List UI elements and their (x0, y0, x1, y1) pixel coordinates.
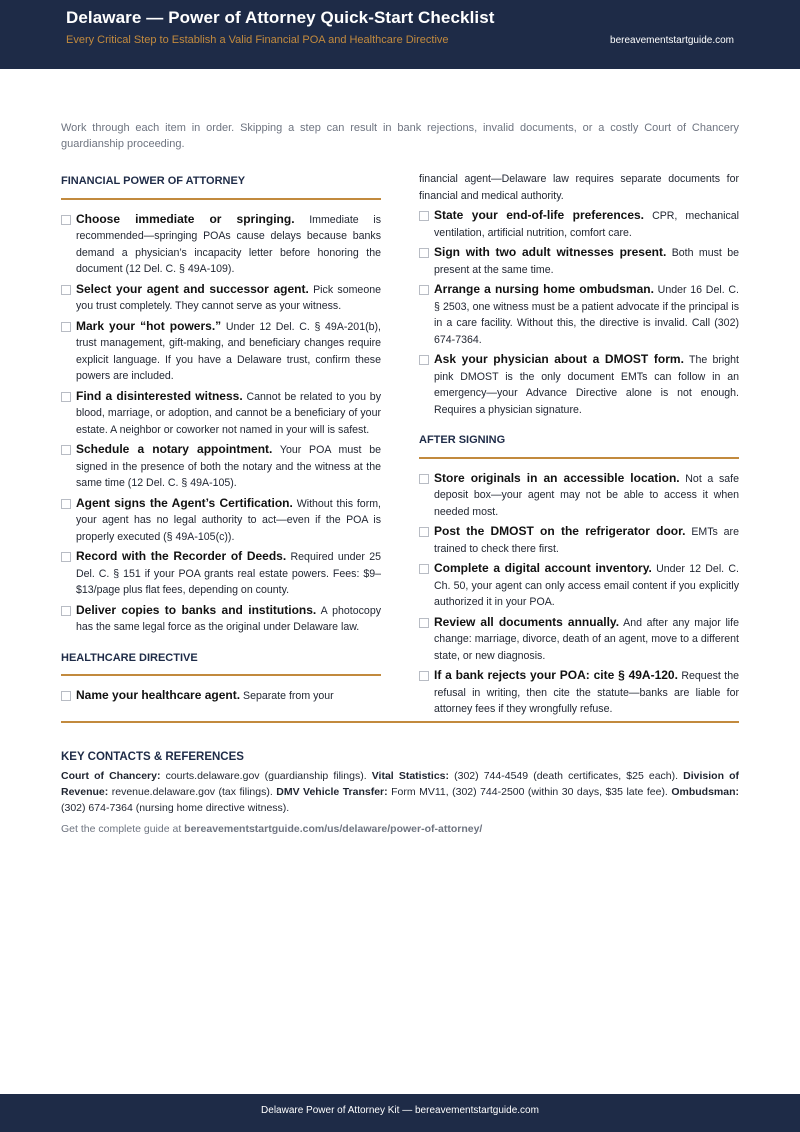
contact-label: Division of Revenue: (61, 770, 740, 798)
item-title: Deliver copies to banks and institutions. (76, 602, 317, 617)
item-title: Review all documents annually. (434, 614, 620, 629)
checkbox[interactable] (419, 671, 429, 681)
healthcare-section-heading: HEALTHCARE DIRECTIVE (61, 650, 381, 677)
healthcare-checklist (419, 207, 739, 418)
checkbox[interactable] (419, 355, 429, 365)
checkbox[interactable] (61, 552, 71, 562)
item-text: Under 16 Del. C. § 2503, one witness must be a patient advocate if the principal is in a care facility. Without this, the directive is invalid. Call (302) 674-7364. (434, 284, 739, 346)
item-text: A photocopy has the same legal force as the original under Delaware law. (76, 604, 382, 633)
checkbox[interactable] (419, 211, 429, 221)
item-text: Separate from your (243, 690, 334, 702)
after-checklist (419, 470, 739, 718)
checkbox[interactable] (419, 248, 429, 258)
item-title: Arrange a nursing home ombudsman. (434, 282, 654, 296)
contact-value: (302) 744-4549 (death certificates, $25 each). (454, 770, 679, 782)
item-text: Under 12 Del. C. Ch. 50, your agent can only access email content if you explicitly authorized it in your POA. (434, 563, 739, 608)
checkbox[interactable] (419, 527, 429, 537)
item-continued-text: financial agent—Delaware law requires separate documents for financial and medical authority. (419, 173, 739, 202)
checkbox[interactable] (61, 606, 71, 616)
checklist-item (419, 207, 739, 241)
item-text: Not a safe deposit box—your agent may not be able to access it when needed most. (434, 472, 739, 518)
checklist-item (419, 351, 739, 418)
item-title: Agent signs the Agent’s Certification. (76, 495, 293, 510)
checklist-item (419, 470, 739, 521)
checklist-item (419, 523, 739, 557)
header-site-link[interactable]: bereavementstartguide.com (610, 35, 734, 46)
item-title: Ask your physician about a DMOST form. (434, 352, 684, 366)
checkbox[interactable] (61, 499, 71, 509)
intro-text: Work through each item in order. Skipping a step can result in bank rejections, invalid documents, or a costly Court of Chancery guardianship proceeding. (61, 122, 739, 150)
guide-prefix: Get the complete guide at (61, 823, 185, 835)
contact-label: Court of Chancery: (61, 770, 161, 782)
checklist-item (61, 281, 381, 315)
checklist-item (61, 441, 381, 492)
item-title: State your end-of-life preferences. (434, 208, 645, 222)
contacts-section (61, 749, 739, 837)
after-section-heading: AFTER SIGNING (419, 432, 739, 459)
contact-value: revenue.delaware.gov (tax filings). (111, 786, 273, 798)
item-title: Post the DMOST on the refrigerator door. (434, 524, 686, 538)
checklist-item (61, 495, 381, 546)
checklist-item (419, 667, 739, 718)
header-banner (0, 0, 800, 69)
contacts-list (61, 768, 739, 816)
footer-bar: Delaware Power of Attorney Kit — bereavementstartguide.com (0, 1094, 800, 1132)
item-text: Without this form, your agent has no legal authority to act—even if the POA is properly executed (§ 49A-105(c)). (76, 497, 381, 543)
checklist-item (61, 318, 381, 385)
checklist-item (419, 560, 739, 611)
checklist-item (61, 602, 381, 636)
checkbox[interactable] (419, 618, 429, 628)
left-column (61, 171, 381, 708)
contact-value: Form MV11, (302) 744-2500 (within 30 days, $35 late fee). (391, 786, 668, 798)
item-text: EMTs are trained to check there first. (434, 526, 739, 555)
page-title: Delaware — Power of Attorney Quick-Start Checklist (66, 8, 495, 27)
item-title: If a bank rejects your POA: cite § 49A-120. (434, 668, 678, 682)
item-text: The bright pink DMOST is the only document EMTs can follow in an emergency—your Advance Directive alone is not enough. Requires a physician signature. (434, 354, 739, 416)
item-text: Your POA must be signed in the presence of both the notary and the witness at the same time (12 Del. C. § 49A-105). (76, 444, 381, 489)
checkbox[interactable] (61, 445, 71, 455)
checkbox[interactable] (419, 285, 429, 295)
item-text: Request the refusal in writing, then cite the statute—banks are liable for attorney fees if they wrongfully refuse. (434, 670, 739, 715)
item-text: Pick someone you trust completely. They cannot serve as your witness. (76, 283, 381, 312)
checkbox[interactable] (61, 392, 71, 402)
contact-label: Ombudsman: (671, 786, 739, 798)
checklist-item (61, 548, 381, 599)
item-title: Find a disinterested witness. (76, 388, 243, 403)
checklist-item (61, 211, 381, 278)
item-title: Mark your “hot powers.” (76, 318, 222, 333)
item-text: And after any major life change: marriage, divorce, death of an agent, move to a different state, or new diagnosis. (434, 616, 739, 662)
item-title: Sign with two adult witnesses present. (434, 245, 667, 259)
checkbox[interactable] (61, 691, 71, 701)
item-title: Select your agent and successor agent. (76, 281, 309, 296)
item-text: Required under 25 Del. C. § 151 if your POA grants real estate powers. Fees: $9–$13/page plus flat fees, depending on county. (76, 551, 381, 596)
checklist-item (419, 281, 739, 348)
contacts-heading: KEY CONTACTS & REFERENCES (61, 751, 244, 763)
guide-line (61, 821, 739, 837)
item-text: Immediate is recommended—springing POAs cause delays because banks demand a physician’s incapacity letter before honoring the document (12 Del. C. § 49A-109). (76, 213, 381, 275)
item-text: Cannot be related to you by blood, marriage, or adoption, and cannot be a beneficiary of your estate. A neighbor or coworker not named in your will is safest. (76, 390, 381, 436)
checkbox[interactable] (419, 474, 429, 484)
item-text: CPR, mechanical ventilation, artificial nutrition, comfort care. (434, 210, 739, 239)
section-divider (61, 721, 739, 723)
checklist-item (61, 388, 381, 439)
item-title: Record with the Recorder of Deeds. (76, 549, 287, 563)
checklist-item (419, 244, 739, 278)
contact-value: (302) 674-7364 (nursing home directive witness). (61, 802, 290, 814)
checkbox[interactable] (61, 285, 71, 295)
item-title: Store originals in an accessible location. (434, 470, 680, 485)
item-text: Under 12 Del. C. § 49A-201(b), trust management, gift-making, and beneficiary changes require explicit language. If you have a Delaware trust, confirm these powers are included. (76, 320, 381, 382)
item-title: Complete a digital account inventory. (434, 561, 652, 575)
item-title: Schedule a notary appointment. (76, 442, 273, 456)
checkbox[interactable] (61, 322, 71, 332)
right-column (419, 171, 739, 721)
item-title: Choose immediate or springing. (76, 211, 295, 226)
checklist-item (61, 687, 381, 705)
item-title: Name your healthcare agent. (76, 688, 241, 702)
contact-value: courts.delaware.gov (guardianship filings). (165, 770, 367, 782)
financial-checklist (61, 211, 381, 636)
page-subtitle: Every Critical Step to Establish a Valid Financial POA and Healthcare Directive (66, 34, 449, 46)
contact-label: Vital Statistics: (371, 770, 449, 782)
item-text: Both must be present at the same time. (434, 247, 740, 276)
checklist-item (419, 614, 739, 665)
guide-link[interactable]: bereavementstartguide.com/us/delaware/power-of-attorney/ (184, 823, 483, 835)
contact-label: DMV Vehicle Transfer: (276, 786, 388, 798)
checkbox[interactable] (419, 564, 429, 574)
financial-section-heading: FINANCIAL POWER OF ATTORNEY (61, 173, 381, 200)
checkbox[interactable] (61, 215, 71, 225)
